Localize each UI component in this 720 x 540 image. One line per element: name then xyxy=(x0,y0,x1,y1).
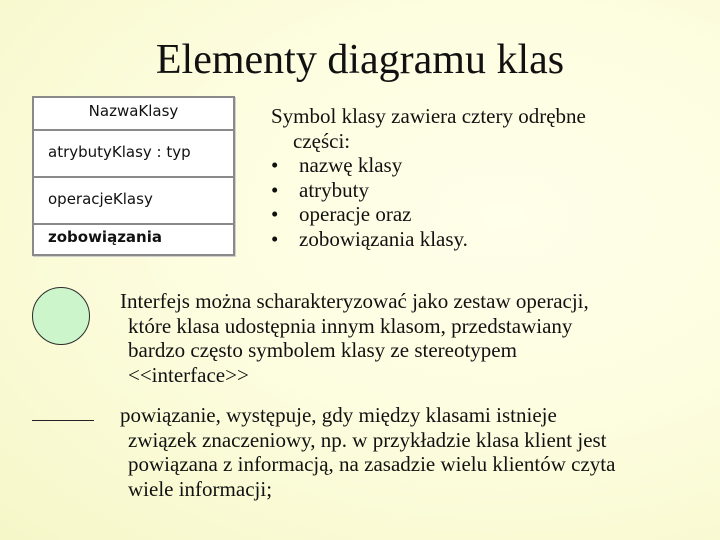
interface-description xyxy=(120,289,589,387)
list-item: • nazwę klasy xyxy=(271,153,586,178)
association-line: związek znaczeniowy, np. w przykładzie klasa klient jest xyxy=(128,427,607,452)
class-divider xyxy=(34,223,233,225)
list-item: • operacje oraz xyxy=(271,202,586,227)
class-operations-section: operacjeKlasy xyxy=(48,190,153,208)
interface-line: które klasa udostępnia innym klasom, przedstawiany xyxy=(128,313,573,338)
class-divider xyxy=(34,129,233,131)
class-symbol xyxy=(32,96,235,256)
association-symbol xyxy=(32,420,94,421)
class-responsibilities-section: zobowiązania xyxy=(48,228,162,246)
interface-line: bardzo często symbolem klasy ze stereotypem xyxy=(128,338,517,362)
class-name-section: NazwaKlasy xyxy=(88,102,179,120)
class-divider xyxy=(34,176,233,178)
association-line: wiele informacji; xyxy=(128,476,273,501)
class-description-line: Symbol klasy zawiera cztery odrębne xyxy=(271,104,586,128)
slide-title: Elementy diagramu klas xyxy=(155,37,565,83)
list-item: • atrybuty xyxy=(271,178,586,203)
interface-line: <<interface>> xyxy=(128,362,249,387)
class-description xyxy=(271,104,586,251)
interface-symbol xyxy=(32,287,90,345)
interface-line: Interfejs można scharakteryzować jako zestaw operacji, xyxy=(120,289,589,313)
class-attributes-section: atrybutyKlasy : typ xyxy=(48,143,191,161)
class-parts-list xyxy=(271,153,586,251)
list-item: • zobowiązania klasy. xyxy=(271,227,586,252)
class-description-line: części: xyxy=(293,128,351,153)
association-description xyxy=(120,403,615,501)
association-line: powiązanie, występuje, gdy między klasami istnieje xyxy=(120,403,557,427)
association-line: powiązana z informacją, na zasadzie wielu klientów czyta xyxy=(128,452,616,476)
